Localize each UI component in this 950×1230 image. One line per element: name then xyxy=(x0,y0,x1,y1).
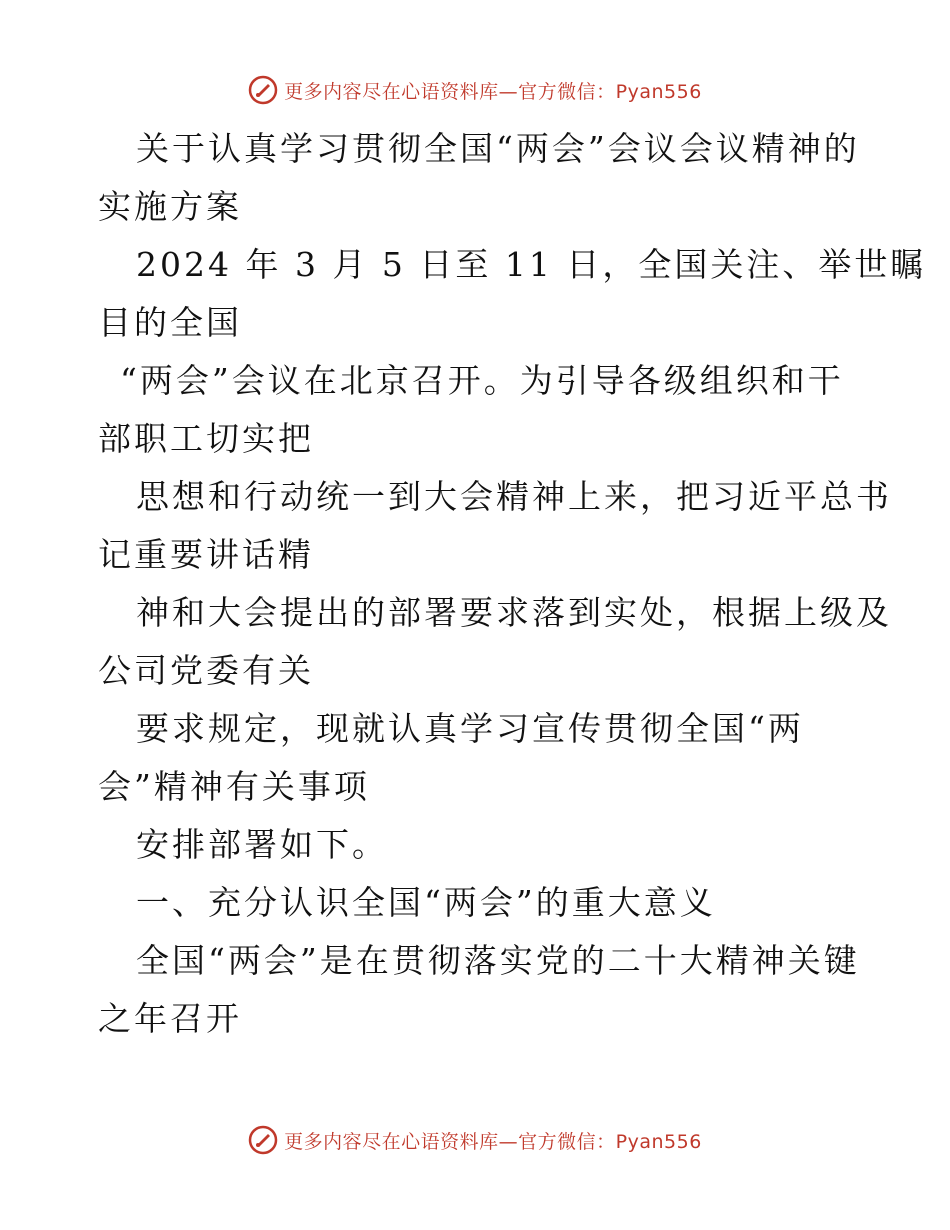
paragraph-line: 公司党委有关 xyxy=(98,651,314,690)
paragraph-line: 部职工切实把 xyxy=(98,419,314,458)
title-line-1: 关于认真学习贯彻全国“两会”会议会议精神的 xyxy=(136,129,860,168)
paragraph-line: 要求规定，现就认真学习宣传贯彻全国“两 xyxy=(136,709,804,748)
paragraph-line: 思想和行动统一到大会精神上来，把习近平总书 xyxy=(136,477,892,516)
paragraph-line: 全国“两会”是在贯彻落实党的二十大精神关键 xyxy=(136,941,860,980)
paragraph-line: “两会”会议在北京召开。为引导各级组织和干 xyxy=(120,361,844,400)
paragraph-line: 2024 年 3 月 5 日至 11 日，全国关注、举世瞩 xyxy=(136,245,927,284)
section-heading: 一、充分认识全国“两会”的重大意义 xyxy=(136,883,716,922)
footer-watermark xyxy=(0,1120,950,1160)
red-seal-logo-icon xyxy=(248,75,278,105)
document-body xyxy=(98,120,927,1048)
red-seal-logo-icon xyxy=(248,1125,278,1155)
paragraph-line: 安排部署如下。 xyxy=(136,825,388,864)
title-line-2: 实施方案 xyxy=(98,187,242,226)
paragraph-line: 之年召开 xyxy=(98,999,242,1038)
header-watermark xyxy=(0,70,950,110)
paragraph-line: 神和大会提出的部署要求落到实处，根据上级及 xyxy=(136,593,892,632)
footer-watermark-text: 更多内容尽在心语资料库—官方微信：Pyan556 xyxy=(284,1130,702,1153)
paragraph-line: 记重要讲话精 xyxy=(98,535,314,574)
header-watermark-text: 更多内容尽在心语资料库—官方微信：Pyan556 xyxy=(284,80,702,103)
paragraph-line: 会”精神有关事项 xyxy=(98,767,370,806)
paragraph-line: 目的全国 xyxy=(98,303,242,342)
